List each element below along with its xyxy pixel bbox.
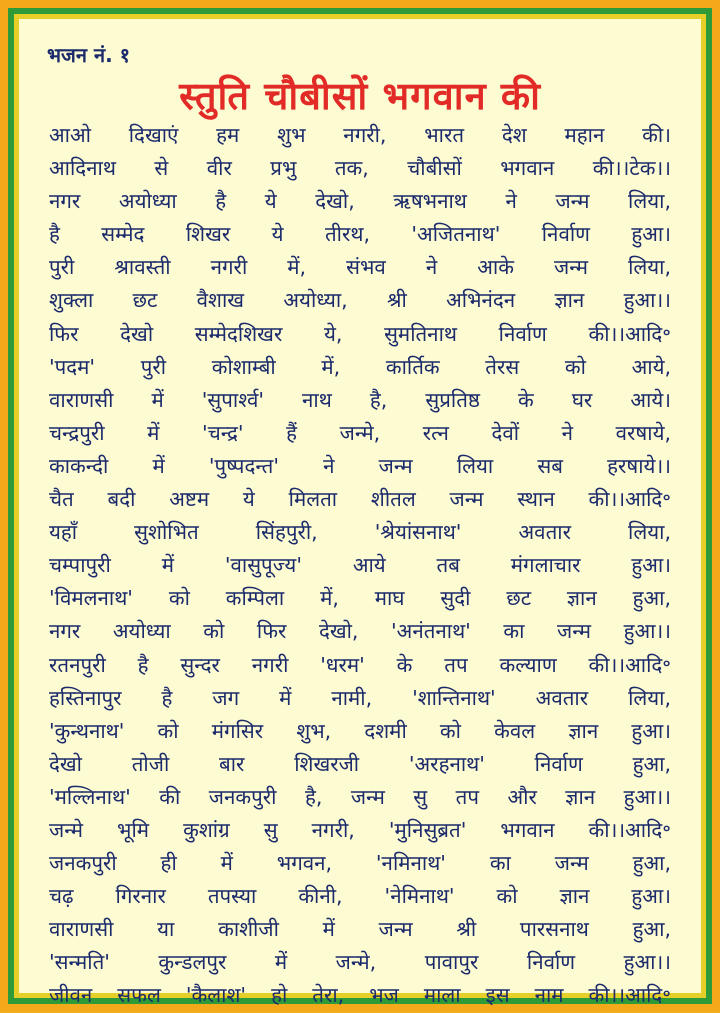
verse-line: जीवन सफल 'कैलाश' हो तेरा, भज माला इस नाम की।।आदि॰ [49,983,671,1008]
verse-line: आदिनाथ से वीर प्रभु तक, चौबीसों भगवान की।।टेक।। [49,156,671,181]
verse-line: नगर अयोध्या को फिर देखो, 'अनंतनाथ' का जन्म हुआ।। [49,619,671,644]
verse-line: 'मल्लिनाथ' की जनकपुरी है, जन्म सु तप और ज्ञान हुआ।। [49,784,671,809]
verse-line: 'पदम' पुरी कोशाम्बी में, कार्तिक तेरस को आये, [49,354,671,379]
verse-line: शुक्ला छट वैशाख अयोध्या, श्री अभिनंदन ज्ञान हुआ।। [49,288,671,313]
verse-line: पुरी श्रावस्ती नगरी में, संभव ने आके जन्म लिया, [49,255,671,280]
verse-line: 'कुन्थनाथ' को मंगसिर शुभ, दशमी को केवल ज्ञान हुआ। [49,718,671,743]
verse-line: चन्द्रपुरी में 'चन्द्र' हैं जन्मे, रत्न देवों ने वरषाये, [49,420,671,445]
verse-line: 'विमलनाथ' को कम्पिला में, माघ सुदी छट ज्ञान हुआ, [49,586,671,611]
verse-line: फिर देखो सम्मेदशिखर ये, सुमतिनाथ निर्वाण की।।आदि॰ [49,321,671,346]
verse-line: वाराणसी में 'सुपार्श्व' नाथ है, सुप्रतिष्ठ के घर आये। [49,387,671,412]
verse-line: रतनपुरी है सुन्दर नगरी 'धरम' के तप कल्याण की।।आदि॰ [49,652,671,677]
verse-line: है सम्मेद शिखर ये तीरथ, 'अजितनाथ' निर्वाण हुआ। [49,222,671,247]
verse-line: चैत बदी अष्टम ये मिलता शीतल जन्म स्थान की।।आदि॰ [49,487,671,512]
verse-line: चढ़ गिरनार तपस्या कीनी, 'नेमिनाथ' को ज्ञान हुआ। [49,884,671,909]
verse-line: जन्मे भूमि कुशांग्र सु नगरी, 'मुनिसुब्रत' भगवान की।।आदि॰ [49,817,671,842]
verse-line: वाराणसी या काशीजी में जन्म श्री पारसनाथ हुआ, [49,917,671,942]
verse-line: आओ दिखाएं हम शुभ नगरी, भारत देश महान की। [49,123,671,147]
bhajan-page [19,19,701,1008]
verse-line: हस्तिनापुर है जग में नामी, 'शान्तिनाथ' अवतार लिया, [49,685,671,710]
verse-line: यहाँ सुशोभित सिंहपुरी, 'श्रेयांसनाथ' अवतार लिया, [49,520,671,545]
verse-lines [49,119,671,1013]
verse-line: जनकपुरी ही में भगवन, 'नमिनाथ' का जन्म हुआ, [49,851,671,876]
verse-line: 'सन्मति' कुन्डलपुर में जन्मे, पावापुर निर्वाण हुआ।। [49,950,671,975]
page-title: स्तुति चौबीसों भगवान की [179,74,541,118]
verse-line: काकन्दी में 'पुष्पदन्त' ने जन्म लिया सब हरषाये।। [49,453,671,478]
bhajan-number: भजन नं. १ [47,43,131,67]
verse-line: नगर अयोध्या है ये देखो, ऋषभनाथ ने जन्म लिया, [49,189,671,214]
verse-line: चम्पापुरी में 'वासुपूज्य' आये तब मंगलाचार हुआ। [49,553,671,578]
verse-line: देखो तोजी बार शिखरजी 'अरहनाथ' निर्वाण हुआ, [49,751,671,776]
